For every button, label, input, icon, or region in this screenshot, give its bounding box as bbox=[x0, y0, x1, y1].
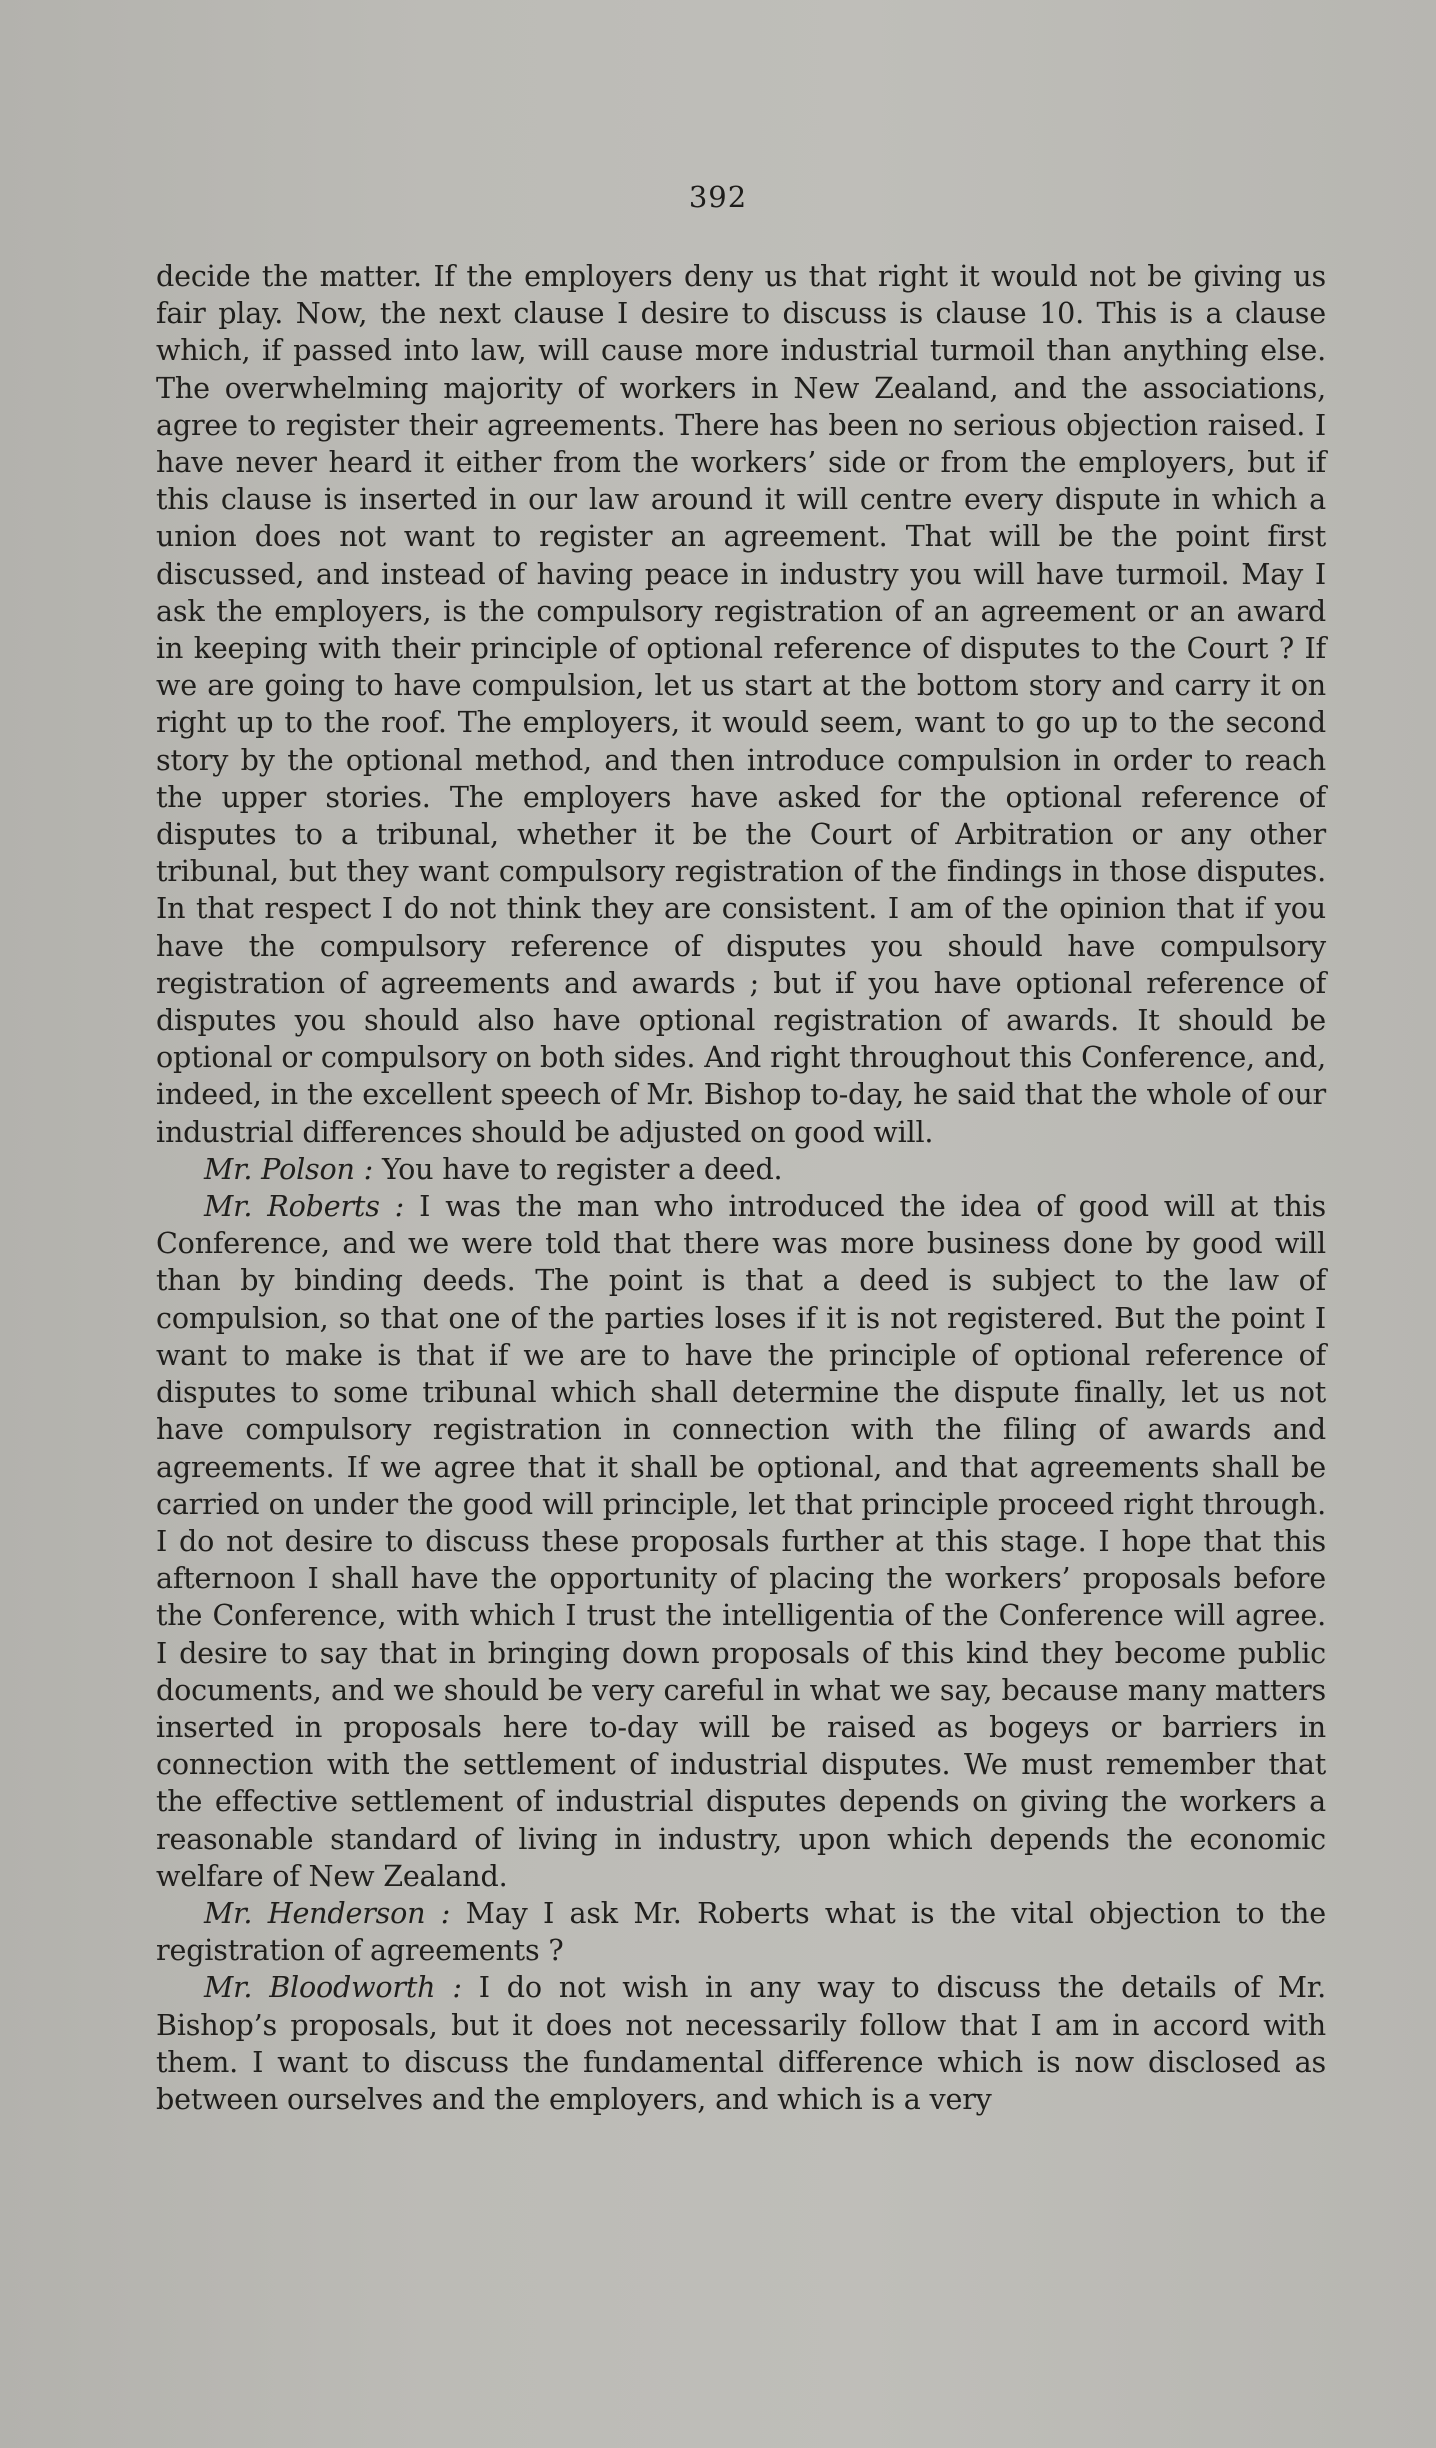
page-number: 392 bbox=[688, 180, 748, 214]
paragraph-henderson bbox=[156, 1895, 1326, 1969]
paragraph-text: I was the man who introduced the idea of good will at this Conference, and we were told that there was more business done by good will than by binding deeds. The point is that a deed is subject to the law of compulsion, so that one of the parties loses if it is not registered. But the point I want to make is that if we are to have the principle of optional reference of disputes to some tribunal which shall determine the dispute finally, let us not have compulsory registration in connection with the filing of awards and agreements. If we agree that it shall be optional, and that agreements shall be carried on under the good will principle, let that principle proceed right through. I do not desire to discuss these proposals further at this stage. I hope that this afternoon I shall have the opportunity of placing the workers’ proposals before the Conference, with which I trust the intelligentia of the Conference will agree. I desire to say that in bringing down proposals of this kind they become public documents, and we should be very careful in what we say, because many matters inserted in proposals here to-day will be raised as bogeys or barriers in connection with the settlement of industrial disputes. We must remember that the effective settlement of industrial disputes depends on giving the workers a reasonable standard of living in industry, upon which depends the economic welfare of New Zealand. bbox=[156, 1189, 1326, 1893]
speaker-name: Mr. Roberts : bbox=[204, 1189, 405, 1224]
speaker-name: Mr. Bloodworth : bbox=[204, 1970, 462, 2005]
paragraph-text: decide the matter. If the employers deny us that right it would not be giving us fair play. Now, the next clause I desire to discuss is clause 10. This is a clause which, if passed into law, will cause more industrial turmoil than anything else. The overwhelming majority of workers in New Zealand, and the associations, agree to register their agreements. There has been no serious objection raised. I have never heard it either from the workers’ side or from the employers, but if this clause is inserted in our law around it will centre every dispute in which a union does not want to register an agreement. That will be the point first discussed, and instead of having peace in industry you will have turmoil. May I ask the employers, is the compulsory registration of an agreement or an award in keeping with their principle of optional reference of disputes to the Court ? If we are going to have compulsion, let us start at the bottom story and carry it on right up to the roof. The employers, it would seem, want to go up to the second story by the optional method, and then introduce compulsion in order to reach the upper stories. The employers have asked for the optional reference of disputes to a tribunal, whether it be the Court of Arbitration or any other tribunal, but they want compulsory registration of the findings in those disputes. In that respect I do not think they are consistent. I am of the opinion that if you have the compulsory reference of disputes you should have compulsory registration of agreements and awards ; but if you have optional reference of disputes you should also have optional registration of awards. It should be optional or compulsory on both sides. And right throughout this Conference, and, indeed, in the excellent speech of Mr. Bishop to-day, he said that the whole of our industrial differences should be adjusted on good will. bbox=[156, 259, 1326, 1149]
document-body bbox=[156, 258, 1326, 2118]
paragraph-polson bbox=[156, 1151, 1326, 1188]
paragraph-bloodworth bbox=[156, 1969, 1326, 2118]
paragraph-continuation bbox=[156, 258, 1326, 1151]
speaker-name: Mr. Polson : bbox=[204, 1151, 374, 1186]
speaker-name: Mr. Henderson : bbox=[204, 1895, 451, 1930]
paragraph-roberts bbox=[156, 1188, 1326, 1895]
paragraph-text: May I ask Mr. Roberts what is the vital objection to the registration of agreements ? bbox=[156, 1895, 1326, 1968]
paragraph-text: I do not wish in any way to discuss the details of Mr. Bishop’s proposals, but it does not necessarily follow that I am in accord with them. I want to discuss the fundamental difference which is now disclosed as between ourselves and the employers, and which is a very bbox=[156, 1970, 1327, 2116]
paragraph-text: You have to register a deed. bbox=[381, 1151, 783, 1186]
